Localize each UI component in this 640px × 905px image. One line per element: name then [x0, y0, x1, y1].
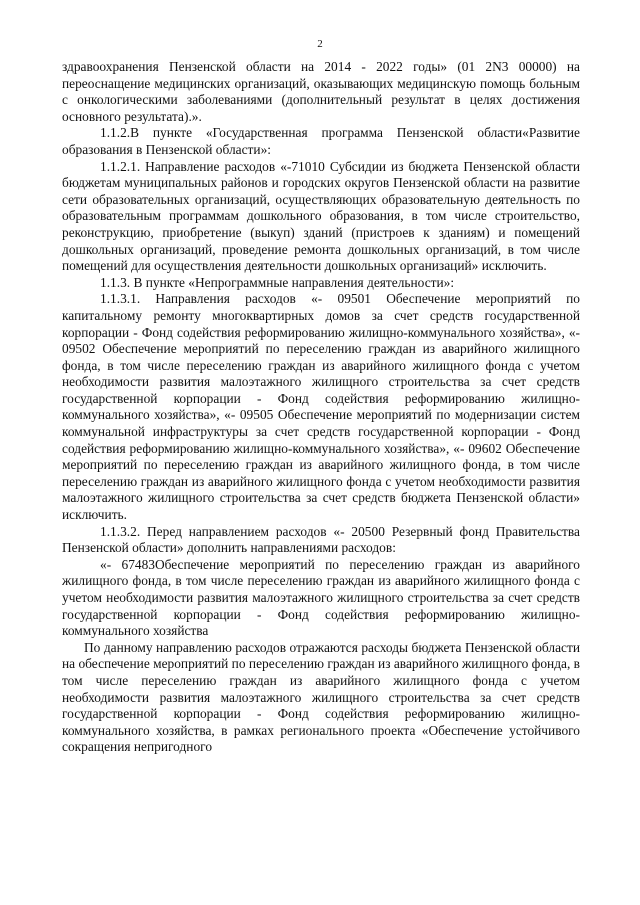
paragraph-1-1-3-2: 1.1.3.2. Перед направлением расходов «- 20500 Резервный фонд Правительства Пензенской области» дополнить направлениями расходов: [62, 523, 580, 556]
paragraph-expense-description: По данному направлению расходов отражаются расходы бюджета Пензенской области на обеспечение мероприятий по переселению граждан из аварийного жилищного фонда, в том числе переселению граждан из аварийного жилищного фонда с учетом необходимости развития малоэтажного жилищного строительства за счет средств государственной корпорации - Фонд содействия реформированию жилищно-коммунального хозяйства, в рамках регионального проекта «Обеспечение устойчивого сокращения непригодного [62, 639, 580, 755]
paragraph-continuation: здравоохранения Пензенской области на 2014 - 2022 годы» (01 2N3 00000) на переоснащение медицинских организаций, оказывающих медицинскую помощь больным с онкологическими заболеваниями (дополнительный результат в целях достижения основного результата).». [62, 59, 580, 124]
paragraph-1-1-3-1: 1.1.3.1. Направления расходов «- 09501 Обеспечение мероприятий по капитальному ремонту многоквартирных домов за счет средств государственной корпорации - Фонд содействия реформированию жилищно-коммунального хозяйства», «- 09502 Обеспечение мероприятий по переселению граждан из аварийного жилищного фонда, в том числе переселению граждан из аварийного жилищного фонда с учетом необходимости развития малоэтажного жилищного строительства за счет средств государственной корпорации - Фонд содействия реформированию жилищно-коммунального хозяйства», «- 09505 Обеспечение мероприятий по модернизации систем коммунальной инфраструктуры за счет средств государственной корпорации - Фонд содействия реформированию жилищно-коммунального хозяйства», «- 09602 Обеспечение мероприятий по переселению граждан из аварийного жилищного фонда, в том числе переселению граждан из аварийного жилищного фонда с учетом необходимости развития малоэтажного жилищного строительства за счет средств бюджета Пензенской области» исключить. [62, 291, 580, 523]
paragraph-1-1-2: 1.1.2.В пункте «Государственная программа Пензенской области«Развитие образования в Пензенской области»: [62, 125, 580, 157]
page-number: 2 [317, 38, 323, 50]
paragraph-1-1-2-1: 1.1.2.1. Направление расходов «-71010 Субсидии из бюджета Пензенской области бюджетам муниципальных районов и городских округов Пензенской области на развитие сети образовательных организаций, осуществляющих образовательную деятельность по образовательным программам дошкольного образования, в том числе строительство, реконструкцию, приобретение (выкуп) зданий (пристроев к зданиям) и помещений дошкольных организаций, проведение ремонта дошкольных организаций, в том числе помещений для осуществления деятельности дошкольных организаций» исключить. [62, 158, 580, 274]
paragraph-quoted-67483: «- 67483Обеспечение мероприятий по переселению граждан из аварийного жилищного фонда, в том числе переселению граждан из аварийного жилищного фонда с учетом необходимости развития малоэтажного жилищного строительства за счет средств государственной корпорации - Фонд содействия реформированию жилищно-коммунального хозяйства [62, 556, 580, 639]
paragraph-1-1-3: 1.1.3. В пункте «Непрограммные направления деятельности»: [100, 274, 455, 290]
document-body [62, 59, 580, 756]
